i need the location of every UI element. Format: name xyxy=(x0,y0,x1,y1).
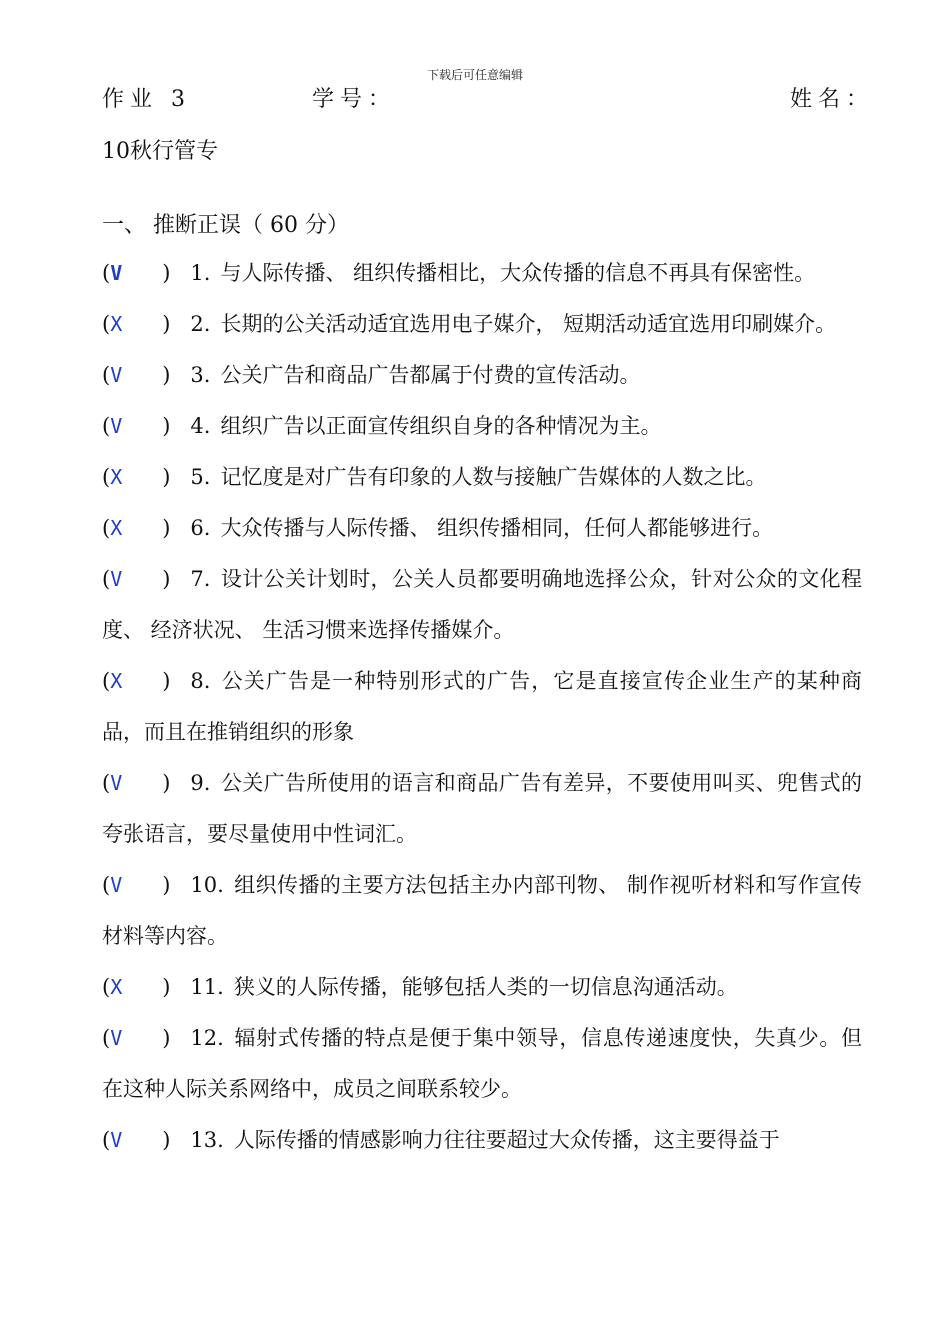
open-paren: ( xyxy=(102,567,111,591)
question-item xyxy=(102,1013,862,1115)
answer-mark: V xyxy=(110,873,123,897)
answer-mark: X xyxy=(110,516,123,540)
question-text: 狭义的人际传播，能够包括人类的一切信息沟通活动。 xyxy=(233,975,738,999)
question-number: 3. xyxy=(190,363,211,387)
close-paren: ) xyxy=(162,567,171,591)
question-item xyxy=(102,1115,862,1166)
name-label: 姓名： xyxy=(790,87,875,112)
question-text: 设计公关计划时，公关人员都要明确地选择公众，针对公众的文化程度、 经济状况、 生活习惯来选择传播媒介。 xyxy=(102,567,862,642)
open-paren: ( xyxy=(102,516,111,540)
close-paren: ) xyxy=(162,1128,171,1152)
close-paren: ) xyxy=(162,975,171,999)
open-paren: ( xyxy=(102,1026,111,1050)
question-item xyxy=(102,758,862,860)
question-number: 8. xyxy=(190,669,211,693)
question-item xyxy=(102,503,862,554)
question-number: 5. xyxy=(190,465,211,489)
answer-mark: X xyxy=(110,669,123,693)
close-paren: ) xyxy=(162,1026,171,1050)
close-paren: ) xyxy=(162,771,171,795)
answer-mark: V xyxy=(110,771,123,795)
answer-mark: V xyxy=(110,1128,123,1152)
open-paren: ( xyxy=(102,465,111,489)
close-paren: ) xyxy=(162,465,171,489)
question-text: 人际传播的情感影响力往往要超过大众传播，这主要得益于 xyxy=(233,1128,780,1152)
question-item xyxy=(102,248,862,299)
question-item xyxy=(102,656,862,758)
question-number: 12. xyxy=(190,1026,224,1050)
answer-mark: V xyxy=(110,363,123,387)
open-paren: ( xyxy=(102,1128,111,1152)
answer-mark: V xyxy=(110,414,123,438)
question-text: 组织广告以正面宣传组织自身的各种情况为主。 xyxy=(220,414,662,438)
question-item xyxy=(102,860,862,962)
question-item xyxy=(102,962,862,1013)
question-number: 9. xyxy=(190,771,211,795)
question-text: 大众传播与人际传播、 组织传播相同，任何人都能够进行。 xyxy=(220,516,774,540)
open-paren: ( xyxy=(102,873,111,897)
open-paren: ( xyxy=(102,771,111,795)
section-title: 一、 推断正误（ 60 分） xyxy=(102,213,349,238)
open-paren: ( xyxy=(102,975,111,999)
question-item xyxy=(102,350,862,401)
watermark: 下载后可任意编辑 xyxy=(426,68,523,82)
close-paren: ) xyxy=(162,516,171,540)
answer-mark: V xyxy=(110,1026,123,1050)
question-number: 7. xyxy=(190,567,211,591)
question-text: 组织传播的主要方法包括主办内部刊物、 制作视听材料和写作宣传材料等内容。 xyxy=(102,873,862,948)
open-paren: ( xyxy=(102,312,111,336)
question-number: 6. xyxy=(190,516,211,540)
question-text: 记忆度是对广告有印象的人数与接触广告媒体的人数之比。 xyxy=(220,465,767,489)
question-item xyxy=(102,299,862,350)
close-paren: ) xyxy=(162,873,171,897)
question-text: 辐射式传播的特点是便于集中领导，信息传递速度快，失真少。但在这种人际关系网络中，成员之间联系较少。 xyxy=(102,1026,862,1101)
open-paren: ( xyxy=(102,261,111,285)
answer-mark: X xyxy=(110,975,123,999)
close-paren: ) xyxy=(162,669,171,693)
close-paren: ) xyxy=(162,312,171,336)
question-item xyxy=(102,452,862,503)
question-number: 4. xyxy=(190,414,211,438)
question-item xyxy=(102,554,862,656)
answer-mark: V xyxy=(110,261,123,285)
class-label: 10秋行管专 xyxy=(102,139,218,164)
question-number: 13. xyxy=(190,1128,224,1152)
question-text: 公关广告所使用的语言和商品广告有差异，不要使用叫买、兜售式的夸张语言，要尽量使用中性词汇。 xyxy=(102,771,862,846)
student-id-label: 学号： xyxy=(312,87,397,112)
close-paren: ) xyxy=(162,414,171,438)
open-paren: ( xyxy=(102,363,111,387)
open-paren: ( xyxy=(102,669,111,693)
open-paren: ( xyxy=(102,414,111,438)
question-list xyxy=(102,248,862,1166)
question-text: 公关广告和商品广告都属于付费的宣传活动。 xyxy=(220,363,641,387)
answer-mark: X xyxy=(110,465,123,489)
answer-mark: X xyxy=(110,312,123,336)
assignment-label: 作业 3 xyxy=(102,87,191,112)
close-paren: ) xyxy=(162,363,171,387)
question-number: 1. xyxy=(190,261,211,285)
question-text: 与人际传播、 组织传播相比，大众传播的信息不再具有保密性。 xyxy=(220,261,816,285)
question-number: 10. xyxy=(190,873,224,897)
question-text: 长期的公关活动适宜选用电子媒介， 短期活动适宜选用印刷媒介。 xyxy=(220,312,837,336)
question-item xyxy=(102,401,862,452)
question-number: 2. xyxy=(190,312,211,336)
answer-mark: V xyxy=(110,567,123,591)
question-text: 公关广告是一种特别形式的广告，它是直接宣传企业生产的某种商品，而且在推销组织的形象 xyxy=(102,669,862,744)
question-number: 11. xyxy=(190,975,224,999)
close-paren: ) xyxy=(162,261,171,285)
